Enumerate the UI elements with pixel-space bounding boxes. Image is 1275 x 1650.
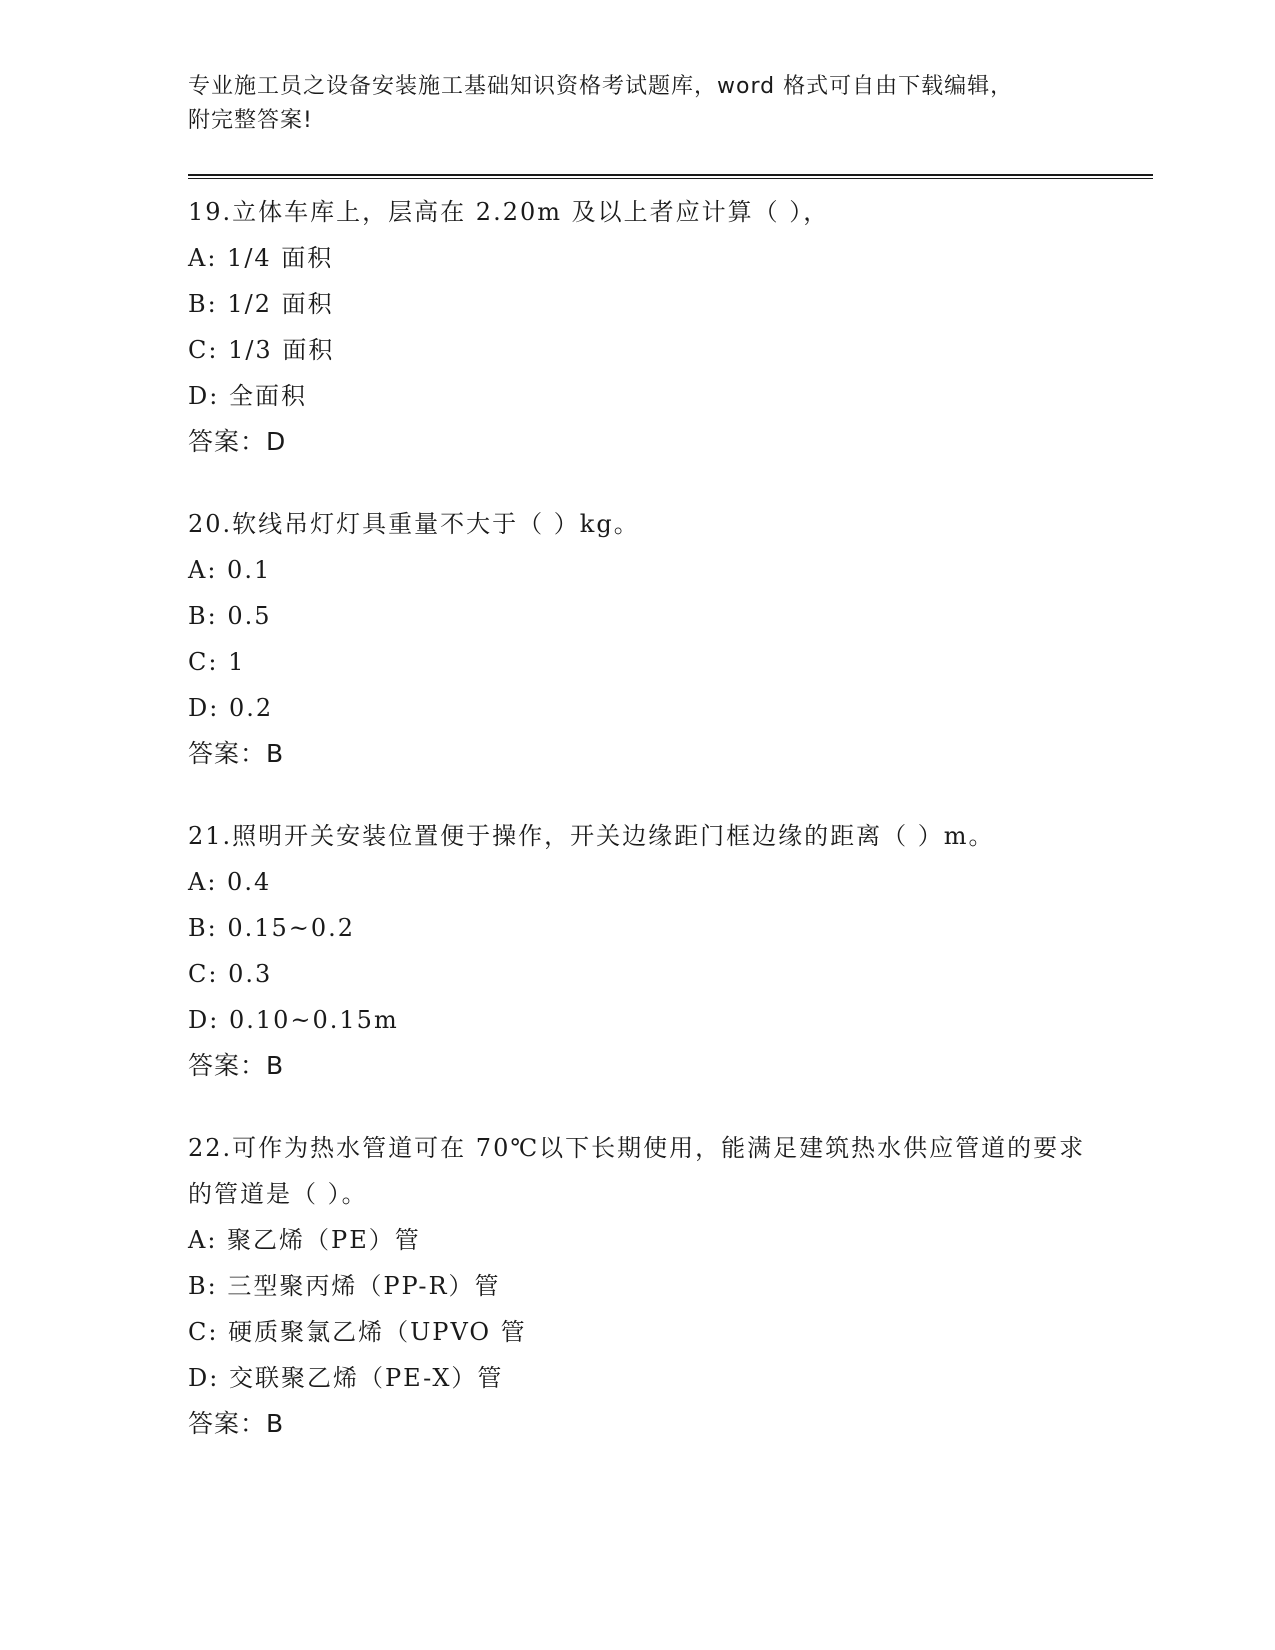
option-b: B: 0.15~0.2 bbox=[188, 914, 356, 942]
question-20 bbox=[188, 501, 1153, 777]
document-header-line-1: 专业施工员之设备安装施工基础知识资格考试题库，word 格式可自由下载编辑， bbox=[188, 74, 1014, 99]
option-d: D: 0.2 bbox=[188, 694, 274, 722]
option-d: D: 交联聚乙烯（PE-X）管 bbox=[188, 1364, 504, 1392]
option-a: A: 1/4 面积 bbox=[188, 244, 334, 272]
answer-label: 答案：B bbox=[188, 739, 285, 768]
option-b: B: 三型聚丙烯（PP-R）管 bbox=[188, 1272, 501, 1300]
question-stem: 20.软线吊灯灯具重量不大于（ ）kg。 bbox=[188, 510, 640, 538]
option-d: D: 全面积 bbox=[188, 382, 307, 410]
question-21 bbox=[188, 813, 1153, 1089]
document-header-line-2: 附完整答案! bbox=[188, 108, 313, 133]
document-page bbox=[188, 70, 1153, 1447]
answer-label: 答案：B bbox=[188, 1051, 285, 1080]
option-c: C: 硬质聚氯乙烯（UPVO 管 bbox=[188, 1318, 527, 1346]
option-a: A: 聚乙烯（PE）管 bbox=[188, 1226, 421, 1254]
answer-label: 答案：B bbox=[188, 1409, 285, 1438]
question-stem: 19.立体车库上，层高在 2.20m 及以上者应计算（ ）， bbox=[188, 198, 830, 226]
option-d: D: 0.10~0.15m bbox=[188, 1006, 399, 1034]
option-c: C: 1 bbox=[188, 648, 246, 676]
option-c: C: 1/3 面积 bbox=[188, 336, 335, 364]
option-c: C: 0.3 bbox=[188, 960, 273, 988]
option-a: A: 0.4 bbox=[188, 868, 272, 896]
option-b: B: 1/2 面积 bbox=[188, 290, 334, 318]
question-stem: 21.照明开关安装位置便于操作，开关边缘距门框边缘的距离（ ）m。 bbox=[188, 822, 995, 850]
answer-label: 答案：D bbox=[188, 427, 287, 456]
question-22 bbox=[188, 1125, 1153, 1447]
option-a: A: 0.1 bbox=[188, 556, 272, 584]
header-divider bbox=[188, 174, 1153, 179]
option-b: B: 0.5 bbox=[188, 602, 272, 630]
question-stem: 22.可作为热水管道可在 70℃以下长期使用，能满足建筑热水供应管道的要求的管道是（ ）。 bbox=[188, 1134, 1086, 1208]
question-19 bbox=[188, 189, 1153, 465]
